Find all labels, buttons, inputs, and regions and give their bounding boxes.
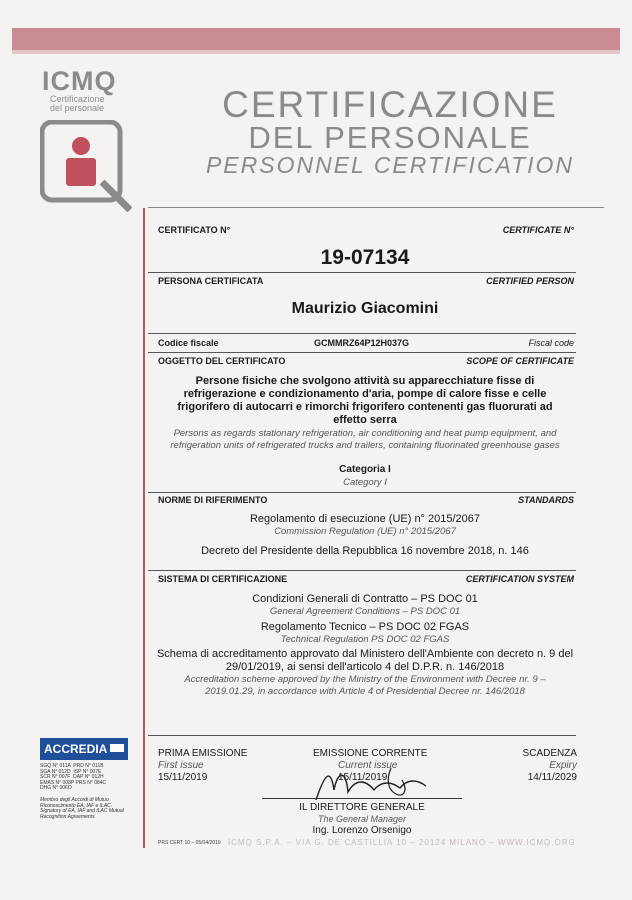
category-en: Category I [343, 477, 387, 488]
conditions-it: Condizioni Generali di Contratto – PS DOC 01 [252, 593, 478, 605]
person-label-it: PERSONA CERTIFICATA [158, 276, 264, 286]
divider [148, 735, 576, 736]
expiry-label-it: SCADENZA [522, 748, 577, 759]
technical-reg-en: Technical Regulation PS DOC 02 FGAS [280, 634, 450, 645]
scheme-en: Accreditation scheme approved by the Ministry of the Environment with Decree nr. 9 – 2019.01.29, in accordance with Article 4 of Presidential Decree nr. 146/2018 [184, 674, 546, 697]
logo-wordmark: ICMQ [42, 66, 117, 96]
person-name: Maurizio Giacomini [291, 300, 439, 317]
signature-line [262, 798, 462, 799]
document-code: PRS CERT 10 – 05/04/2019 [158, 840, 221, 846]
standards-label-en: STANDARDS [518, 495, 574, 505]
accredia-logo [40, 738, 128, 760]
fiscal-label-en: Fiscal code [528, 338, 574, 348]
left-accent-line [143, 208, 145, 848]
certificate-label-it: CERTIFICATO N° [158, 225, 231, 235]
system-label-en: CERTIFICATION SYSTEM [465, 574, 574, 584]
standards-label-it: NORME DI RIFERIMENTO [158, 495, 268, 505]
italy-flag-icon [110, 741, 124, 755]
top-band-shadow [12, 50, 620, 54]
regulation-en: Commission Regulation (UE) n° 2015/2067 [274, 526, 456, 537]
scheme-it: Schema di accreditamento approvato dal Ministero dell'Ambiente con decreto n. 9 del 29/01/2019, ai sensi dell'articolo 4 del D.P.R. n. 146/2018 [156, 648, 574, 673]
current-issue-date: 15/11/2019 [338, 772, 388, 783]
technical-reg-it: Regolamento Tecnico – PS DOC 02 FGAS [260, 621, 470, 633]
divider [148, 492, 576, 493]
company-address: ICMQ S.P.A. – VIA G. DE CASTILLIA 10 – 20124 MILANO – WWW.ICMQ.ORG [228, 838, 576, 847]
signatory-role-en: The General Manager [317, 814, 407, 824]
accredia-name: ACCREDIA [44, 742, 108, 756]
accredia-note: Membro degli Accordi di Mutuo Riconoscimento EA, IAF e ILAC. Signatory of EA, IAF and ILAC Mutual Recognition Agreements [40, 797, 124, 820]
scope-text-it: Persone fisiche che svolgono attività su apparecchiature fisse di refrigerazione e condizionamento d'aria, pompe di calore fisse e celle frigorifero di autocarri e rimorchi frigorifero contenenti gas fluorurati ad effetto serra [177, 375, 553, 426]
divider [148, 352, 576, 353]
current-issue-label-it: EMISSIONE CORRENTE [313, 748, 428, 759]
first-issue-label-it: PRIMA EMISSIONE [158, 748, 248, 759]
signatory-name: Ing. Lorenzo Orsenigo [312, 825, 412, 836]
system-label-it: SISTEMA DI CERTIFICAZIONE [158, 574, 288, 584]
divider [148, 333, 576, 334]
title-divider [148, 207, 604, 208]
title-line-1: CERTIFICAZIONE [222, 84, 558, 125]
scope-text-en: Persons as regards stationary refrigeration, air conditioning and heat pump equipment, and refrigeration units of refrigerated trucks and trailers, containing fluorinated greenhouse gases [170, 428, 560, 451]
top-color-band [12, 28, 620, 50]
certificate-label-en: CERTIFICATE N° [502, 225, 574, 235]
regulation-it: Regolamento di esecuzione (UE) n° 2015/2067 [249, 513, 481, 525]
logo-subtitle [50, 95, 105, 113]
accredia-codes: SGQ N° 011A PRD N° 011B SGA N° 012D ISP N° 007E SCR N° 007F DAP N° 012H EMAS N° 008P PRS N° 084C DHG N° 006O [40, 763, 107, 792]
fiscal-label-it: Codice fiscale [158, 338, 219, 348]
scope-label-it: OGGETTO DEL CERTIFICATO [158, 356, 286, 366]
scope-label-en: SCOPE OF CERTIFICATE [466, 356, 574, 366]
title-line-2: DEL PERSONALE [248, 120, 532, 155]
title-line-3: PERSONNEL CERTIFICATION [205, 152, 575, 178]
logo-subtitle-line1: Certificazione [50, 94, 105, 104]
person-badge-icon [40, 120, 132, 212]
fiscal-code: GCMMRZ64P12H037G [314, 338, 410, 348]
divider [148, 570, 576, 571]
current-issue-label-en: Current issue [338, 760, 398, 771]
expiry-date: 14/11/2029 [527, 772, 577, 783]
divider [148, 272, 576, 273]
certificate-number: 19-07134 [320, 246, 410, 269]
decree-text: Decreto del Presidente della Repubblica 16 novembre 2018, n. 146 [201, 545, 529, 557]
expiry-label-en: Expiry [549, 760, 577, 771]
signatory-role-it: IL DIRETTORE GENERALE [299, 802, 425, 813]
icmq-logo [40, 66, 132, 214]
first-issue-date: 15/11/2019 [158, 772, 208, 783]
logo-subtitle-line2: del personale [50, 103, 105, 113]
first-issue-label-en: First issue [158, 760, 204, 771]
category-it: Categoria I [339, 464, 391, 475]
conditions-en: General Agreement Conditions – PS DOC 01 [269, 606, 461, 617]
person-label-en: CERTIFIED PERSON [486, 276, 574, 286]
